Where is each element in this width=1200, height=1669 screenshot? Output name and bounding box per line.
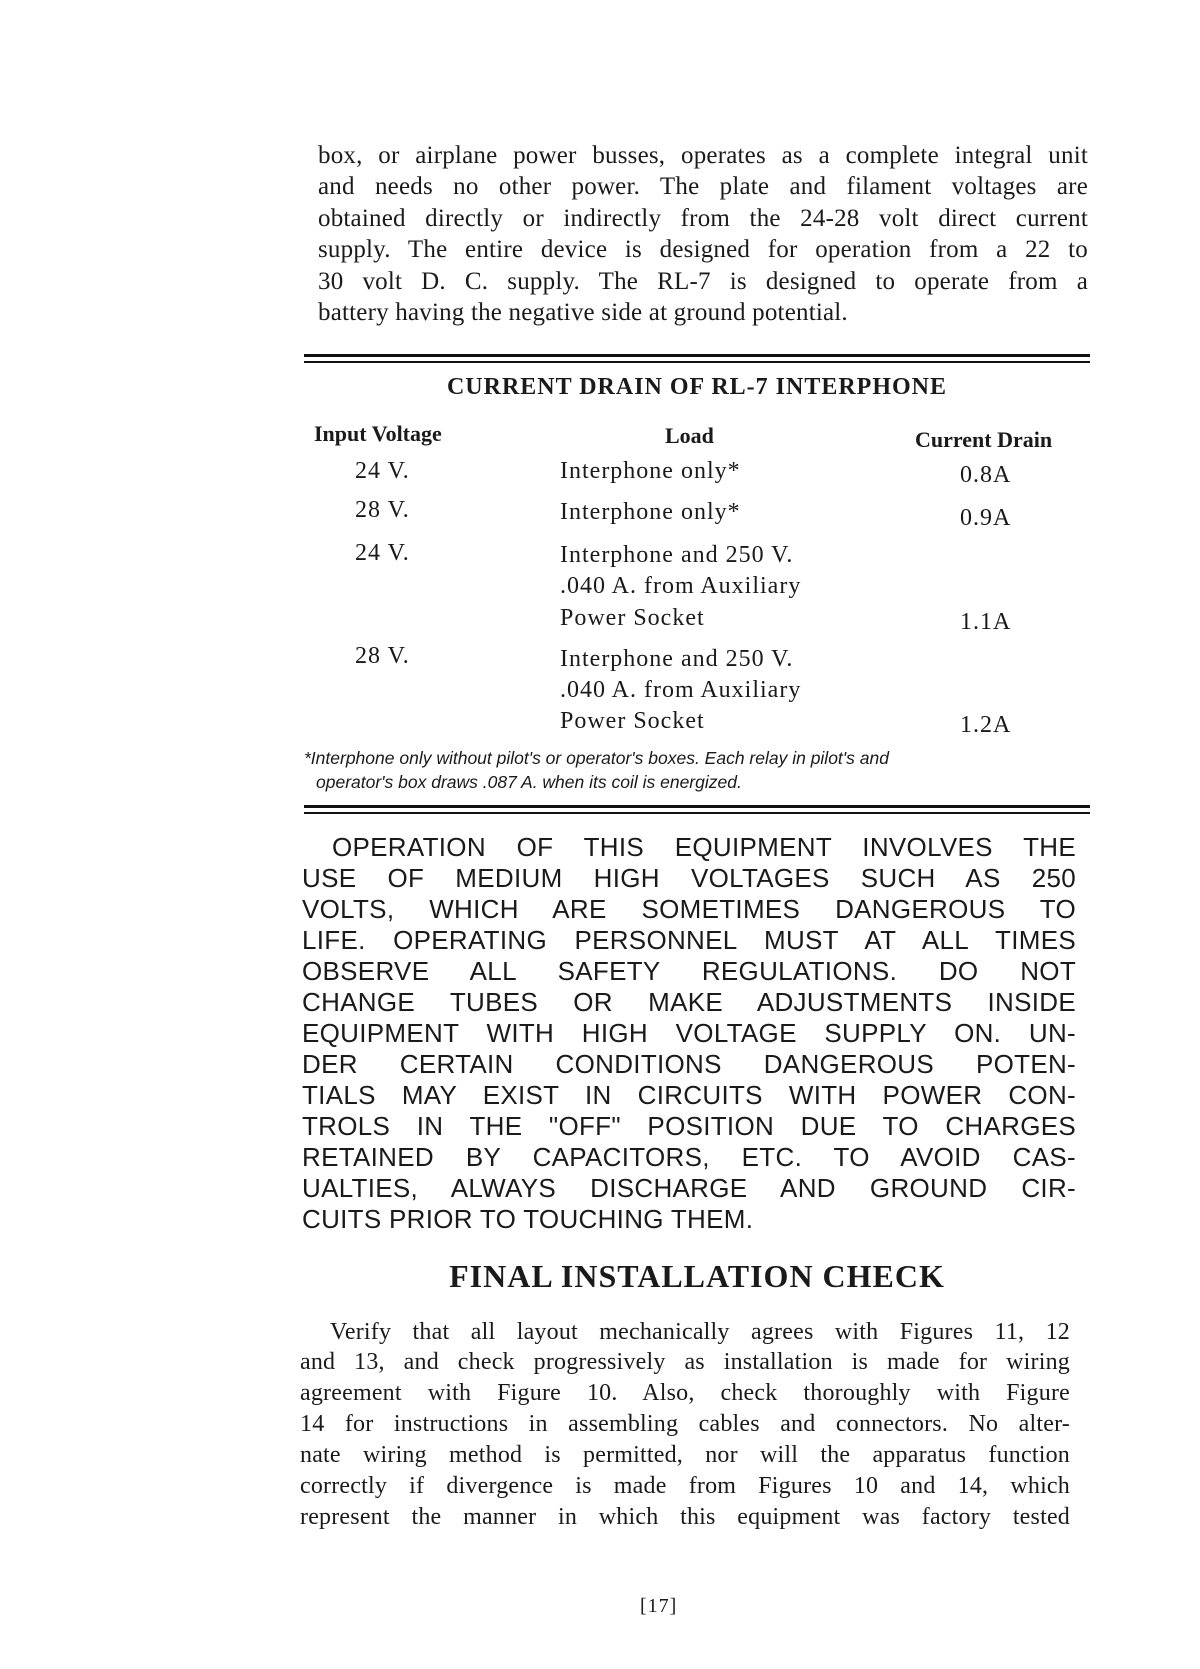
intro-line: and needs no other power. The plate and filament voltages are bbox=[318, 173, 1088, 200]
warning-line: EQUIPMENT WITH HIGH VOLTAGE SUPPLY ON. UN- bbox=[302, 1018, 1076, 1048]
warning-line: TIALS MAY EXIST IN CIRCUITS WITH POWER CON- bbox=[302, 1080, 1076, 1110]
table-title: CURRENT DRAIN OF RL-7 INTERPHONE bbox=[446, 374, 948, 400]
table-top-rule bbox=[304, 354, 1090, 363]
table-cell-load: Power Socket bbox=[560, 605, 705, 631]
table-cell-drain: 0.8A bbox=[960, 462, 1012, 488]
page-number: [17] bbox=[640, 1595, 678, 1617]
intro-line: supply. The entire device is designed for operation from a 22 to bbox=[318, 236, 1088, 263]
column-header-voltage: Input Voltage bbox=[314, 421, 442, 446]
warning-line: OBSERVE ALL SAFETY REGULATIONS. DO NOT bbox=[302, 956, 1076, 986]
intro-line: 30 volt D. C. supply. The RL-7 is designed to operate from a bbox=[318, 268, 1088, 295]
body-line: 14 for instructions in assembling cables and connectors. No alter- bbox=[300, 1411, 1070, 1437]
warning-line: CUITS PRIOR TO TOUCHING THEM. bbox=[302, 1204, 754, 1234]
body-line: Verify that all layout mechanically agrees with Figures 11, 12 bbox=[330, 1319, 1070, 1345]
section-heading: FINAL INSTALLATION CHECK bbox=[449, 1258, 945, 1294]
table-cell-load: Interphone and 250 V. bbox=[560, 542, 794, 568]
table-cell-load: .040 A. from Auxiliary bbox=[560, 573, 802, 599]
warning-line: LIFE. OPERATING PERSONNEL MUST AT ALL TIMES bbox=[302, 925, 1076, 955]
warning-line: USE OF MEDIUM HIGH VOLTAGES SUCH AS 250 bbox=[302, 863, 1076, 893]
intro-line: battery having the negative side at ground potential. bbox=[318, 299, 848, 326]
table-cell-load: Interphone only* bbox=[560, 458, 741, 484]
column-header-drain: Current Drain bbox=[915, 427, 1053, 452]
warning-line: VOLTS, WHICH ARE SOMETIMES DANGEROUS TO bbox=[302, 894, 1076, 924]
warning-line: RETAINED BY CAPACITORS, ETC. TO AVOID CAS- bbox=[302, 1142, 1076, 1172]
warning-line: CHANGE TUBES OR MAKE ADJUSTMENTS INSIDE bbox=[302, 987, 1076, 1017]
body-line: nate wiring method is permitted, nor will the apparatus function bbox=[300, 1442, 1070, 1468]
table-cell-drain: 1.1A bbox=[960, 609, 1012, 635]
column-header-load: Load bbox=[665, 423, 714, 448]
warning-line: UALTIES, ALWAYS DISCHARGE AND GROUND CIR- bbox=[302, 1173, 1076, 1203]
intro-line: obtained directly or indirectly from the 24-28 volt direct current bbox=[318, 205, 1088, 232]
table-cell-drain: 0.9A bbox=[960, 505, 1012, 531]
table-cell-load: Power Socket bbox=[560, 708, 705, 734]
table-cell-load: .040 A. from Auxiliary bbox=[560, 677, 802, 703]
table-cell-drain: 1.2A bbox=[960, 712, 1012, 738]
table-cell-voltage: 24 V. bbox=[355, 540, 410, 566]
table-cell-load: Interphone and 250 V. bbox=[560, 646, 794, 672]
table-cell-load: Interphone only* bbox=[560, 499, 741, 525]
warning-line: OPERATION OF THIS EQUIPMENT INVOLVES THE bbox=[332, 832, 1076, 862]
footnote-line: *Interphone only without pilot's or operator's boxes. Each relay in pilot's and bbox=[304, 748, 889, 768]
table-cell-voltage: 28 V. bbox=[355, 497, 410, 523]
body-line: correctly if divergence is made from Figures 10 and 14, which bbox=[300, 1473, 1070, 1499]
warning-line: DER CERTAIN CONDITIONS DANGEROUS POTEN- bbox=[302, 1049, 1076, 1079]
table-footnote bbox=[304, 746, 1090, 794]
body-line: represent the manner in which this equipment was factory tested bbox=[300, 1504, 1070, 1530]
table-cell-voltage: 24 V. bbox=[355, 458, 410, 484]
intro-line: box, or airplane power busses, operates as a complete integral unit bbox=[318, 142, 1088, 169]
body-line: and 13, and check progressively as installation is made for wiring bbox=[300, 1349, 1070, 1375]
footnote-line: operator's box draws .087 A. when its coil is energized. bbox=[316, 772, 742, 792]
table-bottom-rule bbox=[304, 805, 1090, 814]
table-cell-voltage: 28 V. bbox=[355, 643, 410, 669]
body-line: agreement with Figure 10. Also, check thoroughly with Figure bbox=[300, 1380, 1070, 1406]
warning-line: TROLS IN THE "OFF" POSITION DUE TO CHARGES bbox=[302, 1111, 1076, 1141]
